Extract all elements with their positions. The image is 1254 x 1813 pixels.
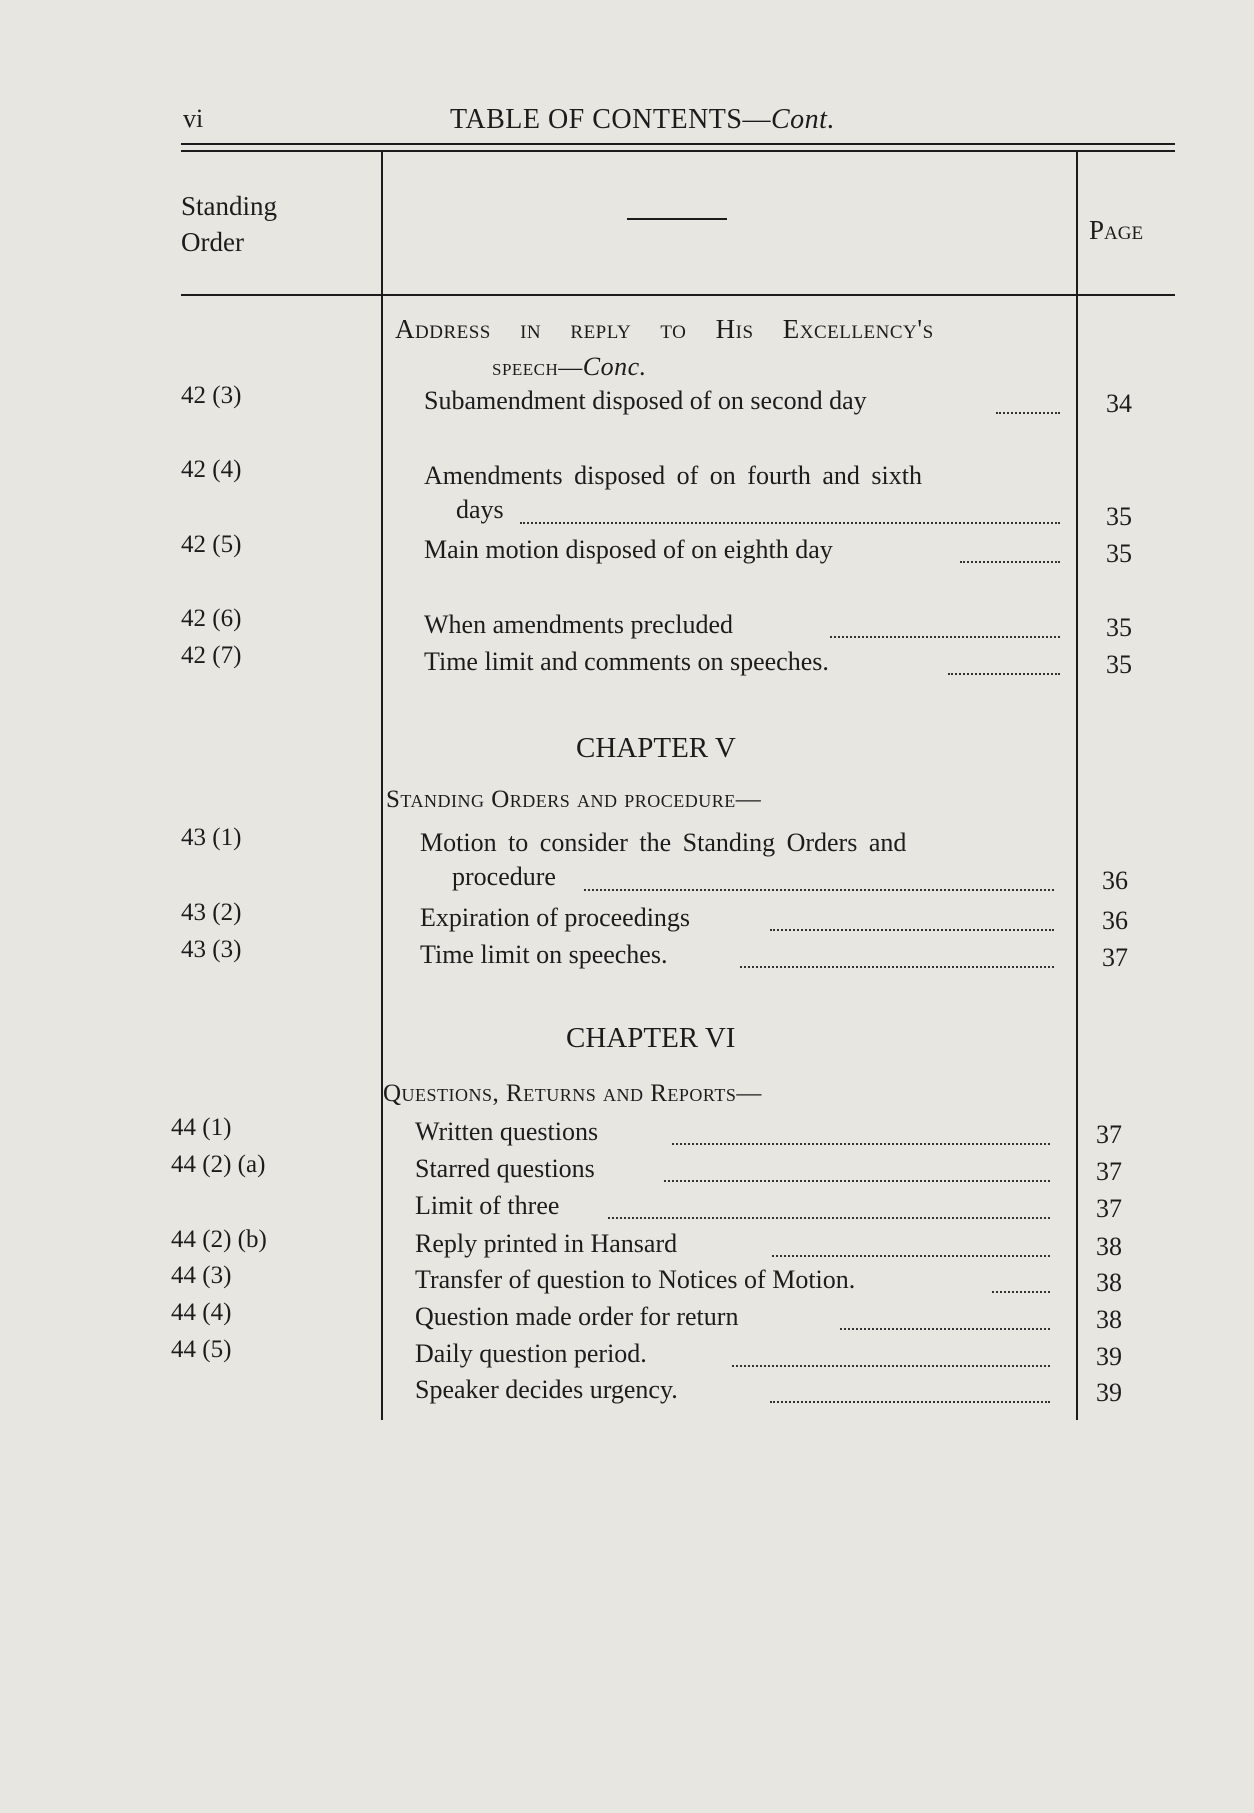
page-ref: 35 [1106, 613, 1132, 642]
page-ref: 37 [1096, 1194, 1122, 1223]
column-header-order [181, 188, 277, 260]
leader-dots [948, 673, 1060, 675]
entry-motion-consider-line2: procedure [452, 862, 556, 891]
column-divider-right [1076, 152, 1078, 1420]
order-44-4: 44 (4) [171, 1299, 232, 1326]
section-address-speech: speech— [492, 355, 583, 381]
page-title [450, 104, 835, 136]
entry-when-amendments: When amendments precluded [424, 610, 733, 639]
page-ref: 39 [1096, 1378, 1122, 1407]
column-divider-left [381, 152, 383, 1420]
page-ref: 38 [1096, 1268, 1122, 1297]
entry-starred-questions: Starred questions [415, 1154, 595, 1183]
order-44-2-a: 44 (2) (a) [171, 1151, 266, 1178]
top-rule-2 [181, 150, 1175, 152]
header-bottom-rule [181, 294, 1175, 296]
entry-question-order-return: Question made order for return [415, 1302, 739, 1331]
leader-dots [672, 1143, 1050, 1145]
entry-time-limit-speeches: Time limit on speeches. [420, 940, 668, 969]
leader-dots [608, 1217, 1050, 1219]
leader-dots [770, 1401, 1050, 1403]
entry-written-questions: Written questions [415, 1117, 599, 1146]
leader-dots [664, 1180, 1050, 1182]
leader-dots [770, 929, 1054, 931]
order-43-2: 43 (2) [181, 899, 242, 926]
order-44-3: 44 (3) [171, 1262, 232, 1289]
entry-transfer-question: Transfer of question to Notices of Motion. [415, 1265, 856, 1294]
top-rule-1 [181, 143, 1175, 145]
chapter-6-title: CHAPTER VI [566, 1022, 736, 1054]
page-number: vi [183, 104, 204, 133]
order-44-2-b: 44 (2) (b) [171, 1226, 267, 1253]
leader-dots [996, 412, 1060, 414]
section-address-conc: Conc. [582, 352, 647, 381]
page-ref: 35 [1106, 539, 1132, 568]
chapter-6-section: Questions, Returns and Reports— [383, 1080, 762, 1107]
page-ref: 38 [1096, 1232, 1122, 1261]
entry-amendments-line2: days [456, 495, 504, 524]
section-address-line2 [492, 352, 647, 382]
order-43-1: 43 (1) [181, 824, 242, 851]
entry-daily-question-period: Daily question period. [415, 1339, 647, 1368]
entry-main-motion: Main motion disposed of on eighth day [424, 535, 833, 564]
order-42-4: 42 (4) [181, 456, 242, 483]
page-ref: 36 [1102, 906, 1128, 935]
entry-expiration: Expiration of proceedings [420, 903, 691, 932]
leader-dots [740, 966, 1054, 968]
order-42-7: 42 (7) [181, 642, 242, 669]
page-ref: 39 [1096, 1342, 1122, 1371]
page-ref: 37 [1102, 943, 1128, 972]
leader-dots [772, 1255, 1050, 1257]
leader-dots [584, 889, 1054, 891]
order-44-5: 44 (5) [171, 1336, 232, 1363]
leader-dots [830, 636, 1060, 638]
page-ref: 38 [1096, 1305, 1122, 1334]
entry-reply-hansard: Reply printed in Hansard [415, 1229, 678, 1258]
leader-dots [732, 1365, 1050, 1367]
order-44-1: 44 (1) [171, 1114, 232, 1141]
section-address-line1: Address in reply to His Excellency's [395, 314, 934, 344]
column-header-order-line2: Order [181, 227, 244, 257]
column-header-order-line1: Standing [181, 191, 278, 221]
entry-time-limit-comments: Time limit and comments on speeches. [424, 647, 829, 676]
order-42-6: 42 (6) [181, 605, 242, 632]
page-ref: 37 [1096, 1120, 1122, 1149]
entry-subamendment: Subamendment disposed of on second day [424, 386, 867, 415]
column-header-page: Page [1089, 215, 1144, 245]
leader-dots [960, 561, 1060, 563]
entry-amendments: Amendments disposed of on fourth and sixth [424, 461, 922, 490]
page-ref: 35 [1106, 650, 1132, 679]
leader-dots [840, 1328, 1050, 1330]
title-text: TABLE OF CONTENTS— [450, 104, 771, 135]
entry-motion-consider: Motion to consider the Standing Orders and [420, 828, 907, 857]
order-43-3: 43 (3) [181, 936, 242, 963]
order-42-3: 42 (3) [181, 382, 242, 409]
order-42-5: 42 (5) [181, 531, 242, 558]
leader-dots [520, 522, 1060, 524]
page-ref: 35 [1106, 502, 1132, 531]
page-ref: 36 [1102, 866, 1128, 895]
chapter-5-section: Standing Orders and procedure— [386, 786, 762, 813]
chapter-5-title: CHAPTER V [576, 732, 736, 764]
entry-speaker-urgency: Speaker decides urgency. [415, 1375, 678, 1404]
column-header-dash [627, 218, 727, 220]
leader-dots [992, 1291, 1050, 1293]
page-ref: 37 [1096, 1157, 1122, 1186]
page-ref: 34 [1106, 389, 1132, 418]
title-cont: Cont. [770, 104, 835, 135]
entry-limit-of-three: Limit of three [415, 1191, 560, 1220]
